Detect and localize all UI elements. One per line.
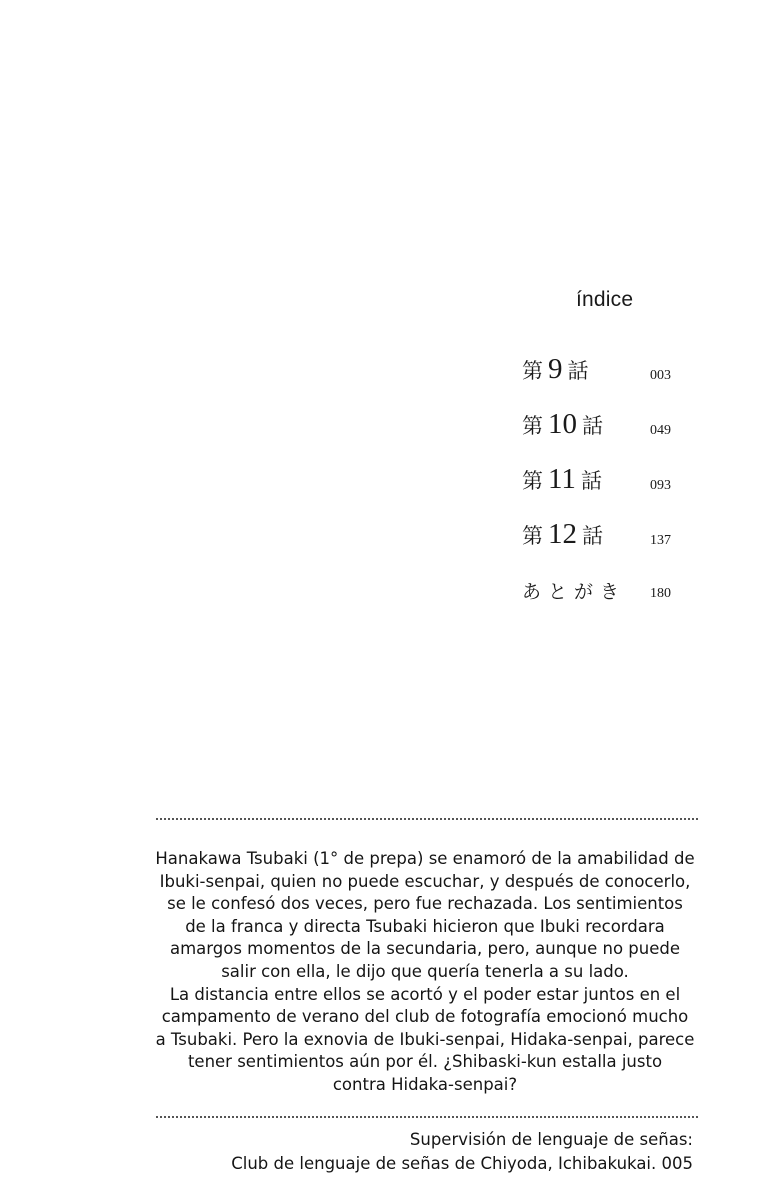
toc-heading: índice	[576, 288, 634, 311]
chapter-suffix: 話	[582, 524, 603, 548]
chapter-prefix: 第	[522, 469, 543, 493]
synopsis	[120, 848, 730, 1097]
chapter-number: 9	[548, 353, 563, 385]
toc-entry-afterword	[522, 568, 682, 608]
toc-entry-chapter-10	[522, 405, 682, 445]
credits-line: Club de lenguaje de señas de Chiyoda, Ichibakukai. 005	[231, 1154, 693, 1173]
page-number: 049	[650, 423, 671, 438]
synopsis-line: a Tsubaki. Pero la exnovia de Ibuki-senpai, Hidaka-senpai, parece	[155, 1029, 695, 1049]
chapter-label	[522, 463, 602, 496]
chapter-label	[522, 408, 603, 441]
synopsis-line: Ibuki-senpai, quien no puede escuchar, y después de conocerlo,	[159, 871, 691, 891]
synopsis-line: tener sentimientos aún por él. ¿Shibaski-kun estalla justo	[187, 1052, 663, 1072]
chapter-label	[522, 518, 603, 551]
chapter-label	[522, 353, 589, 386]
chapter-number: 11	[548, 463, 576, 495]
chapter-number: 12	[548, 518, 577, 550]
afterword-label	[522, 577, 626, 604]
chapter-prefix: 第	[522, 524, 543, 548]
toc-entry-chapter-11	[522, 460, 682, 500]
toc-entry-chapter-12	[522, 515, 682, 555]
page-number: 180	[650, 586, 671, 601]
synopsis-line: La distancia entre ellos se acortó y el poder estar juntos en el	[169, 984, 681, 1004]
synopsis-line: campamento de verano del club de fotografía emocionó mucho	[161, 1007, 689, 1027]
chapter-number: 10	[548, 408, 577, 440]
synopsis-line: de la franca y directa Tsubaki hicieron que Ibuki recordara	[185, 916, 665, 936]
synopsis-line: amargos momentos de la secundaria, pero, aunque no puede	[169, 939, 681, 959]
page-number: 137	[650, 533, 671, 548]
synopsis-line: se le confesó dos veces, pero fue rechazada. Los sentimientos	[167, 894, 683, 914]
afterword-text: あとがき	[522, 581, 627, 603]
credits-line: Supervisión de lenguaje de señas:	[409, 1130, 693, 1149]
chapter-suffix: 話	[580, 469, 602, 493]
page-number: 003	[650, 368, 671, 383]
chapter-prefix: 第	[522, 359, 543, 383]
chapter-suffix: 話	[567, 359, 589, 383]
dotted-divider-bottom	[156, 1116, 698, 1118]
chapter-prefix: 第	[522, 414, 543, 438]
chapter-suffix: 話	[582, 414, 603, 438]
synopsis-line: Hanakawa Tsubaki (1° de prepa) se enamoró de la amabilidad de	[155, 849, 695, 868]
credits	[231, 1128, 693, 1176]
page-number: 093	[650, 478, 671, 493]
dotted-divider-top	[156, 818, 698, 820]
synopsis-line: salir con ella, le dijo que quería tenerla a su lado.	[221, 961, 629, 981]
synopsis-line: contra Hidaka-senpai?	[332, 1074, 518, 1094]
toc-entry-chapter-9	[522, 350, 682, 390]
